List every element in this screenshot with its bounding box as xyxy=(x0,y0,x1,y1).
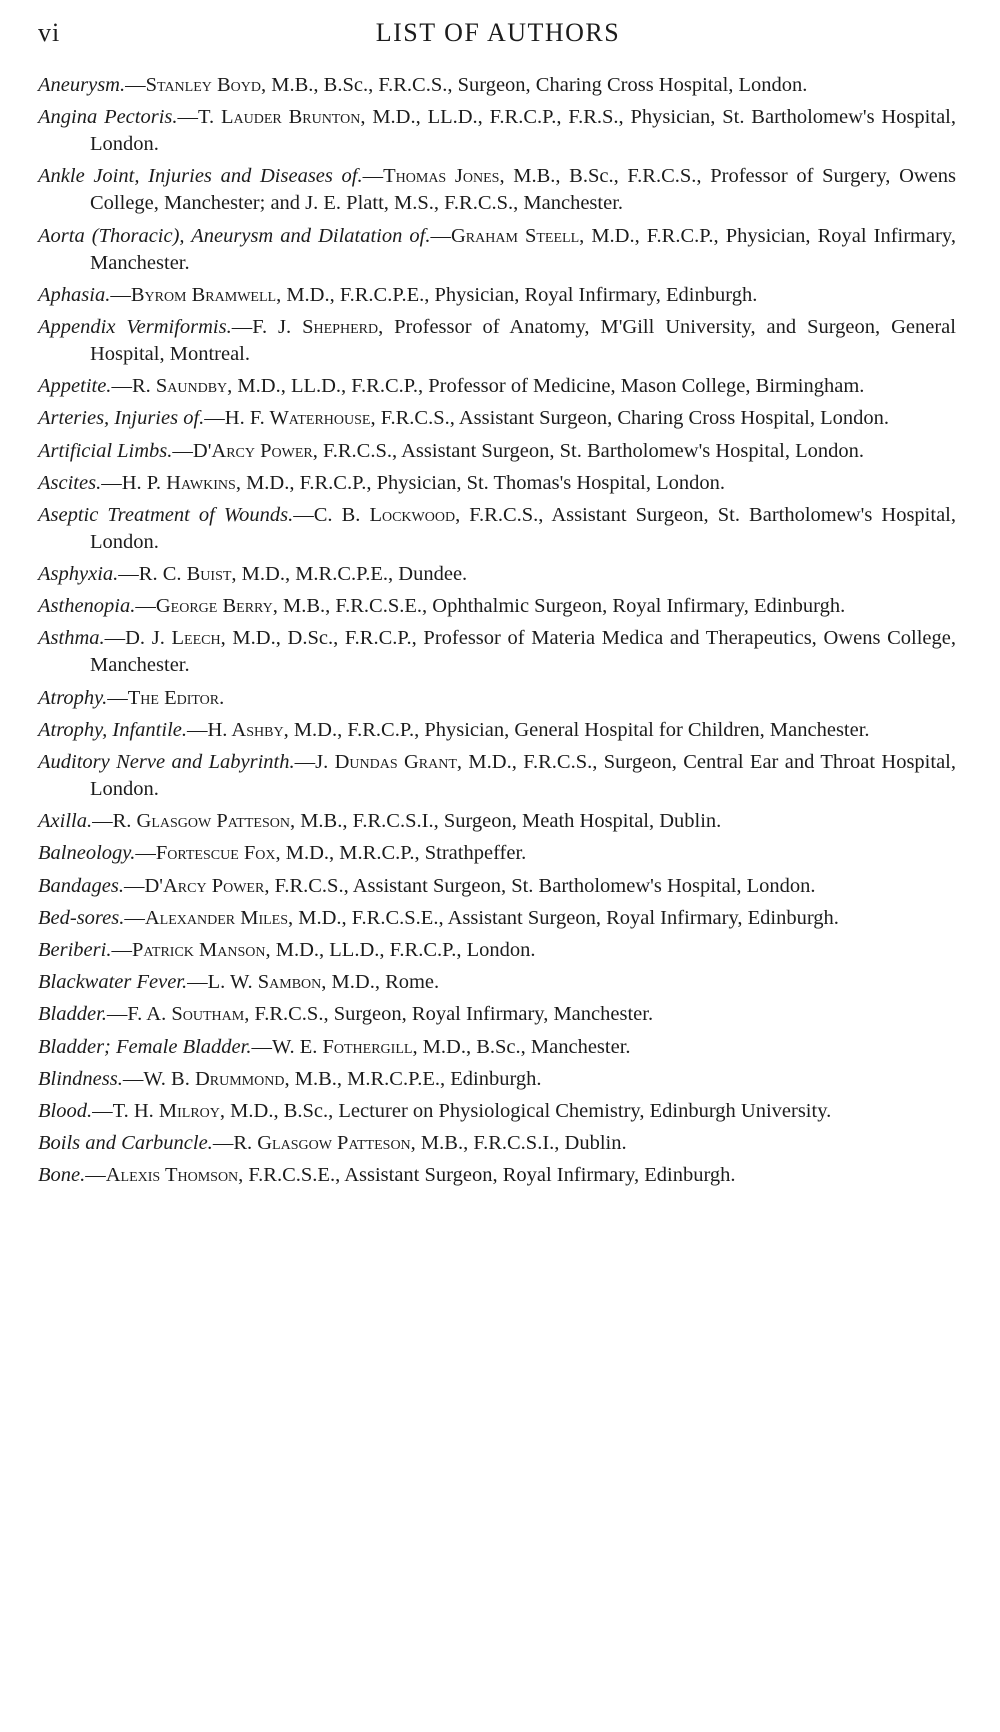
entry-details: , M.B., F.R.C.S.I., Dublin. xyxy=(410,1132,627,1155)
entry-subject: Ascites. xyxy=(38,471,102,494)
entry-details: , F.R.C.S., Assistant Surgeon, St. Bartholomew's Hospital, London. xyxy=(312,439,864,462)
author-entry xyxy=(38,373,956,400)
author-entry xyxy=(38,1001,956,1028)
entry-author: J. Dundas Grant xyxy=(315,751,457,773)
author-entry xyxy=(38,470,956,497)
entry-dash: — xyxy=(293,503,314,526)
author-entry xyxy=(38,969,956,996)
author-entry xyxy=(38,502,956,556)
entry-dash: — xyxy=(125,74,146,96)
entry-subject: Bladder. xyxy=(38,1003,107,1026)
entry-subject: Asthenopia. xyxy=(38,595,136,618)
entry-dash: — xyxy=(111,375,132,398)
author-entry xyxy=(38,937,956,964)
entry-details: , M.D., F.R.C.S.E., Assistant Surgeon, Royal Infirmary, Edinburgh. xyxy=(288,906,839,929)
author-entry xyxy=(38,873,956,900)
entry-dash: — xyxy=(118,563,139,586)
entry-dash: — xyxy=(106,1003,128,1026)
entry-author: George Berry xyxy=(155,595,273,618)
entry-dash: — xyxy=(123,874,145,897)
entry-details: . xyxy=(219,686,225,709)
author-entry xyxy=(38,593,956,620)
entry-subject: Appetite. xyxy=(38,375,112,398)
author-entry xyxy=(38,438,956,465)
entry-author: T. H. Milroy xyxy=(112,1099,220,1122)
entry-author: D'Arcy Power xyxy=(192,439,313,462)
entry-details: , M.D., D.Sc., F.R.C.P., Professor of Materia Medica and Therapeutics, Owens College, Manchester. xyxy=(90,627,956,677)
entry-subject: Beriberi. xyxy=(38,938,112,961)
entry-dash: — xyxy=(92,1099,113,1122)
entry-subject: Appendix Vermiformis. xyxy=(38,315,232,338)
author-list xyxy=(38,72,956,1194)
entry-dash: — xyxy=(111,938,132,961)
entry-subject: Blood. xyxy=(38,1099,93,1122)
entry-author: F. A. Southam xyxy=(127,1003,245,1026)
entry-dash: — xyxy=(187,971,208,994)
entry-details: , M.D., F.R.C.P.E., Physician, Royal Infirmary, Edinburgh. xyxy=(276,283,758,306)
entry-dash: — xyxy=(104,627,126,650)
entry-details: , F.R.C.S., Surgeon, Royal Infirmary, Manchester. xyxy=(244,1003,654,1026)
entry-subject: Axilla. xyxy=(38,810,93,833)
entry-details: , M.D., F.R.C.S., Surgeon, Central Ear and Throat Hospital, London. xyxy=(90,751,956,800)
entry-author: Fortescue Fox xyxy=(155,842,276,865)
entry-details: , F.R.C.S., Assistant Surgeon, St. Bartholomew's Hospital, London. xyxy=(90,503,956,553)
entry-subject: Aseptic Treatment of Wounds. xyxy=(38,503,294,526)
entry-details: , M.D., LL.D., F.R.C.P., F.R.S., Physician, St. Bartholomew's Hospital, London. xyxy=(90,106,956,156)
entry-subject: Aneurysm. xyxy=(38,74,126,96)
entry-subject: Artificial Limbs. xyxy=(38,439,173,462)
entry-subject: Bladder; Female Bladder. xyxy=(38,1035,252,1058)
author-entry xyxy=(38,314,956,368)
entry-dash: — xyxy=(430,224,451,247)
entry-dash: — xyxy=(172,439,193,462)
author-entry xyxy=(38,840,956,867)
author-entry xyxy=(38,1066,956,1093)
entry-details: , M.D., F.R.C.P., Physician, St. Thomas's Hospital, London. xyxy=(235,471,725,494)
entry-subject: Bone. xyxy=(38,1164,86,1187)
author-entry xyxy=(38,905,956,932)
entry-details: , M.D., Rome. xyxy=(321,971,440,994)
entry-subject: Asphyxia. xyxy=(38,563,119,586)
entry-details: , M.B., F.R.C.S.I., Surgeon, Meath Hospital, Dublin. xyxy=(289,810,722,833)
entry-dash: — xyxy=(204,407,225,430)
author-entry xyxy=(38,1098,956,1125)
author-entry xyxy=(38,808,956,835)
entry-author: C. B. Lockwood xyxy=(313,503,456,526)
entry-details: , M.B., M.R.C.P.E., Edinburgh. xyxy=(284,1067,542,1090)
entry-author: D. J. Leech xyxy=(125,627,221,650)
entry-author: Stanley Boyd xyxy=(145,74,262,96)
entry-author: L. W. Sambon xyxy=(207,971,322,994)
entry-details: , F.R.C.S.E., Assistant Surgeon, Royal Infirmary, Edinburgh. xyxy=(238,1164,736,1187)
author-entry xyxy=(38,223,956,277)
entry-dash: — xyxy=(85,1164,106,1187)
entry-dash: — xyxy=(177,106,199,129)
entry-dash: — xyxy=(212,1132,234,1155)
entry-dash: — xyxy=(135,842,156,865)
entry-details: , M.D., M.R.C.P., Strathpeffer. xyxy=(275,842,527,865)
entry-author: Alexis Thomson xyxy=(105,1164,239,1187)
author-entry xyxy=(38,72,956,99)
entry-details: , M.D., F.R.C.P., Physician, General Hospital for Children, Manchester. xyxy=(283,718,870,741)
entry-subject: Bandages. xyxy=(38,874,124,897)
entry-author: R. Saundby xyxy=(131,375,228,398)
author-entry xyxy=(38,405,956,432)
entry-subject: Atrophy, Infantile. xyxy=(38,718,187,741)
page-title: LIST OF AUTHORS xyxy=(375,18,621,47)
entry-author: Alexander Miles xyxy=(144,906,289,929)
author-entry xyxy=(38,625,956,679)
author-entry xyxy=(38,282,956,309)
entry-dash: — xyxy=(187,718,208,741)
entry-details: , M.D., M.R.C.P.E., Dundee. xyxy=(231,563,468,586)
entry-subject: Aphasia. xyxy=(38,283,111,306)
entry-author: D'Arcy Power xyxy=(144,874,265,897)
entry-details: , M.D., F.R.C.P., Physician, Royal Infirmary, Manchester. xyxy=(90,224,956,274)
entry-details: , M.D., B.Sc., Manchester. xyxy=(412,1035,631,1058)
entry-dash: — xyxy=(251,1035,272,1058)
entry-subject: Bed-sores. xyxy=(38,906,125,929)
entry-details: , M.D., LL.D., F.R.C.P., Professor of Medicine, Mason College, Birmingham. xyxy=(227,375,865,398)
entry-author: H. F. Waterhouse xyxy=(224,407,371,430)
entry-dash: — xyxy=(101,471,122,494)
author-entry xyxy=(38,1130,956,1157)
page-number: vi xyxy=(38,18,61,47)
entry-details: , M.D., LL.D., F.R.C.P., London. xyxy=(265,938,536,961)
entry-details: , M.B., F.R.C.S.E., Ophthalmic Surgeon, Royal Infirmary, Edinburgh. xyxy=(272,595,846,618)
entry-dash: — xyxy=(135,595,156,618)
entry-subject: Auditory Nerve and Labyrinth. xyxy=(38,751,295,773)
entry-author: Thomas Jones xyxy=(383,165,500,188)
entry-subject: Boils and Carbuncle. xyxy=(38,1132,213,1155)
entry-dash: — xyxy=(92,810,113,833)
entry-author: T. Lauder Brunton xyxy=(198,106,361,129)
entry-author: F. J. Shepherd xyxy=(252,315,379,338)
entry-details: , M.D., B.Sc., Lecturer on Physiological Chemistry, Edinburgh University. xyxy=(219,1099,832,1122)
entry-dash: — xyxy=(110,283,131,306)
entry-subject: Ankle Joint, Injuries and Diseases of. xyxy=(38,165,363,188)
entry-dash: — xyxy=(124,906,145,929)
entry-dash: — xyxy=(107,686,128,709)
author-entry xyxy=(38,685,956,712)
entry-author: W. E. Fothergill xyxy=(272,1035,413,1058)
entry-dash: — xyxy=(362,165,384,188)
entry-subject: Asthma. xyxy=(38,627,105,650)
entry-subject: Blindness. xyxy=(38,1067,123,1090)
page-header xyxy=(38,18,958,54)
entry-author: R. C. Buist xyxy=(138,563,232,586)
entry-details: , M.B., B.Sc., F.R.C.S., Surgeon, Charing Cross Hospital, London. xyxy=(261,74,808,96)
entry-details: , F.R.C.S., Assistant Surgeon, Charing Cross Hospital, London. xyxy=(370,407,889,430)
entry-details: , M.B., B.Sc., F.R.C.S., Professor of Surgery, Owens College, Manchester; and J. E. Platt, M.S., F.R.C.S., Manchester. xyxy=(90,165,957,215)
entry-author: Byrom Bramwell xyxy=(130,283,277,306)
entry-author: R. Glasgow Patteson xyxy=(112,810,290,833)
entry-details: , Professor of Anatomy, M'Gill University, and Surgeon, General Hospital, Montreal. xyxy=(90,315,956,365)
entry-dash: — xyxy=(231,315,253,338)
entry-subject: Blackwater Fever. xyxy=(38,971,188,994)
entry-author: The Editor xyxy=(127,686,220,709)
entry-dash: — xyxy=(122,1067,144,1090)
author-entry xyxy=(38,1162,956,1189)
entry-author: H. P. Hawkins xyxy=(121,471,236,494)
entry-subject: Angina Pectoris. xyxy=(38,106,178,129)
entry-author: R. Glasgow Patteson xyxy=(233,1132,411,1155)
entry-subject: Aorta (Thoracic), Aneurysm and Dilatation of. xyxy=(38,224,431,247)
entry-author: Graham Steell xyxy=(451,224,580,247)
entry-subject: Atrophy. xyxy=(38,686,108,709)
entry-author: H. Ashby xyxy=(207,718,284,741)
entry-subject: Balneology. xyxy=(38,842,136,865)
entry-author: Patrick Manson xyxy=(131,938,266,961)
entry-dash: — xyxy=(294,751,316,773)
entry-author: W. B. Drummond xyxy=(143,1067,285,1090)
author-entry xyxy=(38,717,956,744)
entry-details: , F.R.C.S., Assistant Surgeon, St. Bartholomew's Hospital, London. xyxy=(264,874,816,897)
entry-subject: Arteries, Injuries of. xyxy=(38,407,205,430)
author-entry xyxy=(38,749,956,803)
author-entry xyxy=(38,104,956,158)
author-entry xyxy=(38,1034,956,1061)
author-entry xyxy=(38,163,956,217)
author-entry xyxy=(38,561,956,588)
